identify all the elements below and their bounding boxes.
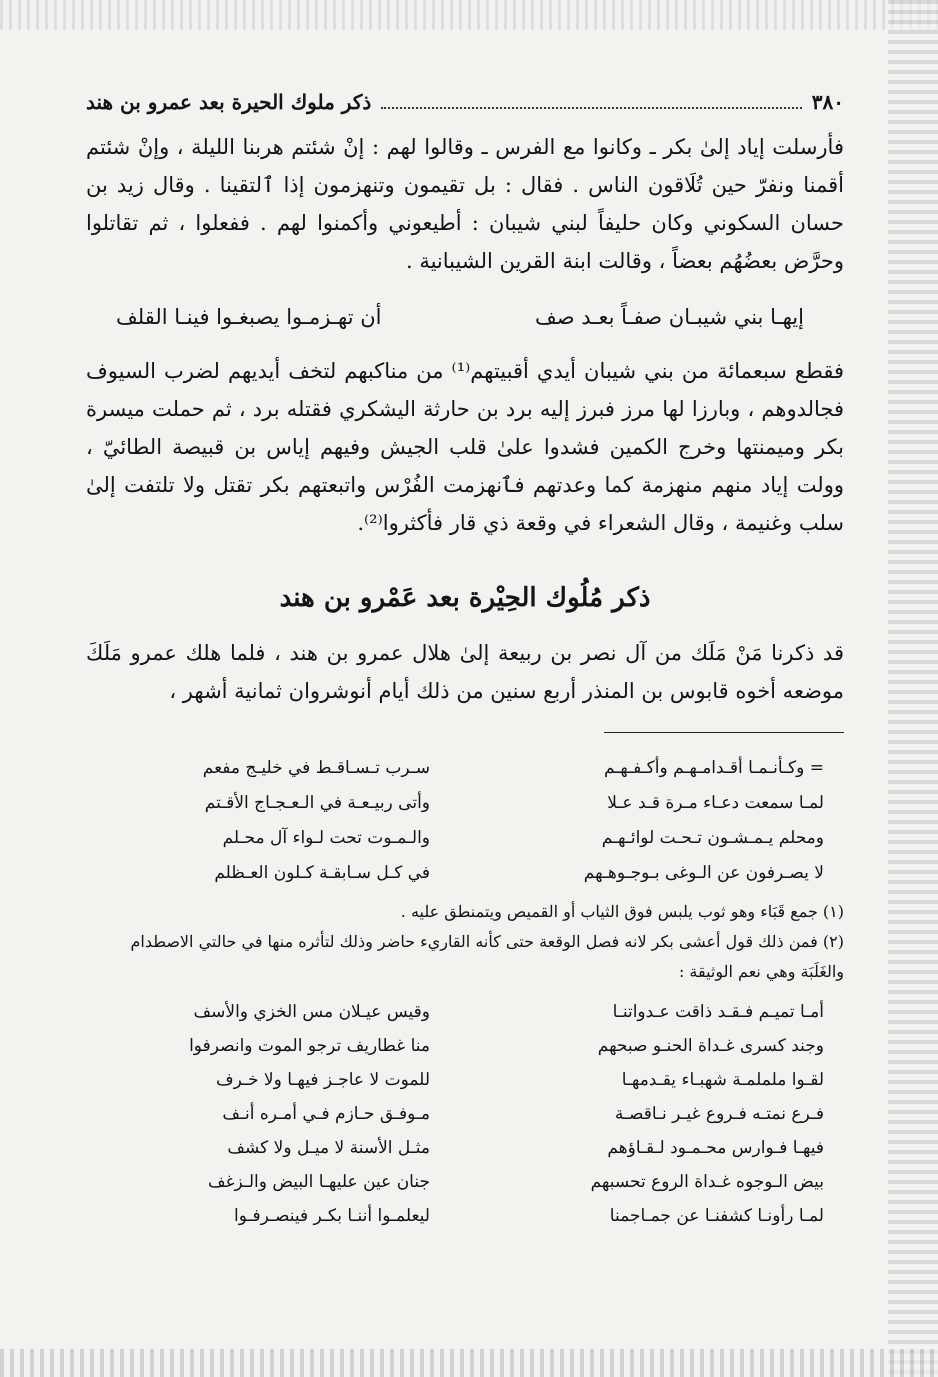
- decorative-right-border: [888, 0, 938, 1377]
- paragraph-1: فأرسلت إياد إلىٰ بكر ـ وكانوا مع الفرس ـ وقالوا لهم : إنْ شئتم هربنا الليلة ، وإنْ شئتم أقمنا ونفرّ حين تُلَاقون الناس . فقال : بل تقيمون وتنهزمون إذا ٱلتقينا . وقال زيد بن حسان السكوني وكان حليفاً لبني شيبان : أطيعوني وأكمنوا لهم . ففعلوا ، ثم تقاتلوا وحرَّض بعضُهُم بعضاً ، وقالت ابنة القرين الشيبانية .: [86, 135, 844, 273]
- paragraph-3: قد ذكرنا مَنْ مَلَك من آل نصر بن ربيعة إلىٰ هلال عمرو بن هند ، فلما هلك عمرو مَلَكَ موضعه أخوه قابوس بن المنذر أربع سنين من ذلك أيام أنوشروان ثمانية أشهر ،: [86, 641, 844, 703]
- decorative-bottom-border: [0, 1349, 938, 1377]
- poem-2-line-4-left: مـوفـق حـازم فـي أمـره أنـف: [222, 1104, 430, 1124]
- page-number: ٣٨٠: [811, 90, 844, 114]
- paragraph-2: فقطع سبعمائة من بني شيبان أيدي أقبيتهم⁽¹⁾ من مناكبهم لتخف أيديهم لضرب السيوف فجالدوهم ، وبارزا لها مرز فبرز إليه برد بن حارثة اليشكري فقتله برد ، ثم حملت ميسرة بكر وميمنتها وخرج الكمين فشدوا علىٰ قلب الجيش وفيهم إياس بن قبيصة الطائيّ ، وولت إياد منهم منهزمة كما وعدتهم فٱنهزمت الفُرْس واتبعتهم بكر تقتل ولا تلتفت إلىٰ سلب وغنيمة ، وقال الشعراء في وقعة ذي قار فأكثروا⁽²⁾.: [86, 359, 844, 535]
- book-page: [86, 82, 844, 1322]
- poem-1-line-1-right: = وكـأنـمـا أقـدامـهـم وأكـفـهـم: [603, 758, 824, 778]
- poem-2-line-6-left: جنان عين عليهـا البيض والـزغف: [208, 1172, 430, 1192]
- poem-1-line-2-right: لمـا سمعت دعـاء مـرة قـد عـلا: [607, 793, 824, 813]
- poem-2-line-5-right: فيهـا فـوارس محـمـود لـقـاؤهم: [607, 1138, 824, 1158]
- poem-2-line-7-left: ليعلمـوا أننـا بكـر فينصـرفـوا: [234, 1206, 430, 1226]
- poem-1: [86, 751, 844, 891]
- verse-left-hemistich: أن تهـزمـوا يصبغـوا فينـا القلف: [116, 305, 382, 329]
- poem-1-line-3-right: ومحلم يـمـشـون تـحـت لوائـهـم: [601, 828, 824, 848]
- footnote-rule: [604, 732, 844, 733]
- poem-1-line-4-right: لا يصـرفون عن الـوغى بـوجـوهـهم: [583, 863, 824, 883]
- poem-2-line-2-right: وجند كسرى غـداة الحنـو صبحهم: [597, 1036, 824, 1056]
- poem-1-line-1-left: سـرب تـسـاقـط في خليـج مفعم: [202, 758, 430, 778]
- poem-2-line-3-right: لقـوا ململمـة شهبـاء يقـدمهـا: [621, 1070, 824, 1090]
- section-title: ذكر مُلُوك الحِيْرة بعد عَمْرو بن هند: [279, 583, 651, 613]
- verse-right-hemistich: إيهـا بني شيبـان صفـاً بعـد صف: [535, 305, 804, 329]
- poem-2-line-2-left: منا غطاريف ترجو الموت وانصرفوا: [189, 1036, 430, 1056]
- poem-2-line-1-right: أمـا تميـم فـقـد ذاقت عـدواتنـا: [612, 1002, 824, 1022]
- poem-2: [86, 995, 844, 1233]
- footnote-2: (٢) فمن ذلك قول أعشى بكر لانه فصل الوقعة حتى كأنه القاريء حاضر وذلك لتأثره منها في حالتي الاصطدام والغَلَبَة وهي نعم الوثيقة :: [130, 932, 844, 981]
- footnote-1: (١) جمع قَبَاء وهو ثوب يلبس فوق الثياب أو القميص ويتمنطق عليه .: [400, 902, 844, 921]
- poem-1-line-3-left: والـمـوت تحت لـواء آل محـلم: [222, 828, 430, 848]
- decorative-top-border: [0, 0, 938, 30]
- page-header: [86, 82, 844, 122]
- poem-1-line-2-left: وأتى ربيـعـة في الـعـجـاج الأقـتم: [204, 793, 430, 813]
- poem-2-line-7-right: لمـا رأونـا كشفنـا عن جمـاجمنا: [609, 1206, 824, 1226]
- poem-1-line-4-left: في كـل سـابقـة كـلون العـظلم: [214, 863, 430, 883]
- poem-2-line-4-right: فـرع نمتـه فـروع غيـر نـاقصـة: [614, 1104, 824, 1124]
- header-dotted-leader: [381, 83, 801, 109]
- poem-2-line-3-left: للموت لا عاجـز فيهـا ولا خـرف: [216, 1070, 430, 1090]
- poem-2-line-5-left: مثـل الأسنة لا ميـل ولا كشف: [227, 1138, 430, 1158]
- verse-line: [86, 298, 844, 336]
- poem-2-line-6-right: بيض الـوجوه غـداة الروع تحسبهم: [590, 1172, 824, 1192]
- running-title: ذكر ملوك الحيرة بعد عمرو بن هند: [86, 90, 372, 114]
- poem-2-line-1-left: وقيس عيـلان مس الخزي والأسف: [193, 1002, 430, 1022]
